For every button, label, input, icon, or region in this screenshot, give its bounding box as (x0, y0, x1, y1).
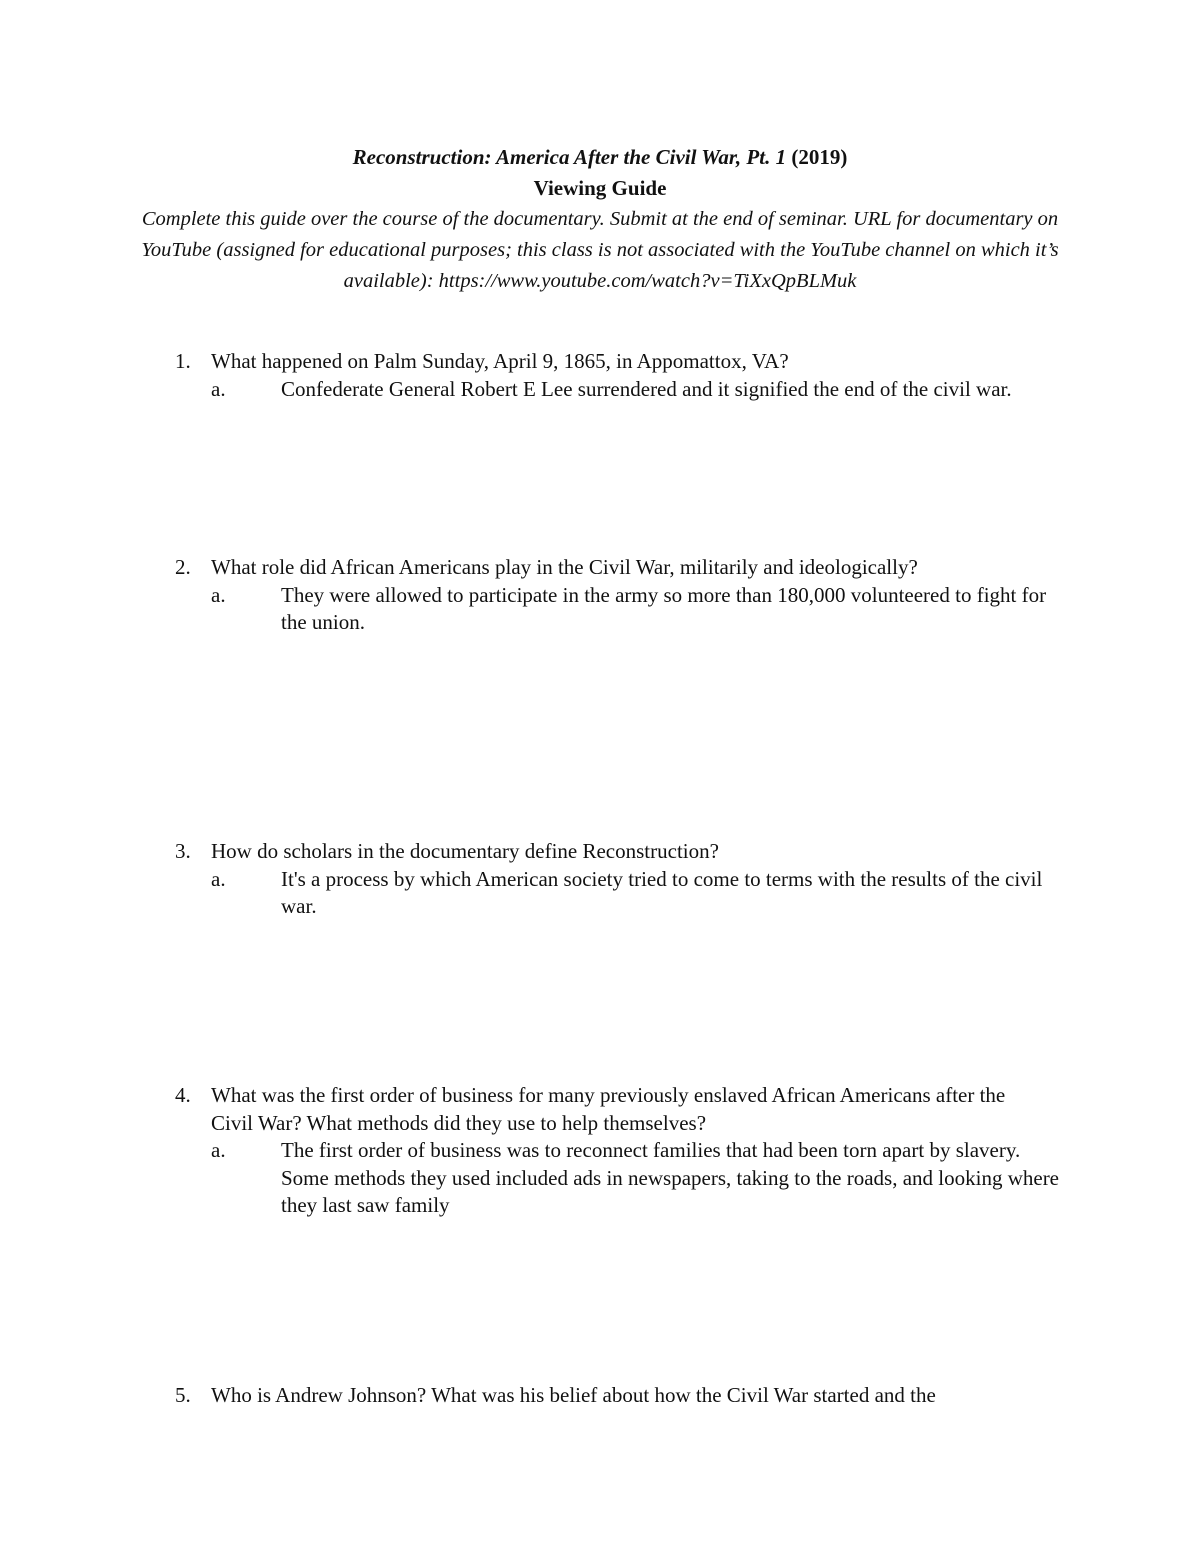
answer-item (175, 376, 1075, 404)
question-text: What happened on Palm Sunday, April 9, 1865, in Appomattox, VA? (211, 349, 789, 373)
question-number: 5. (175, 1383, 191, 1407)
question-5 (175, 1382, 1075, 1410)
question-number: 1. (175, 349, 191, 373)
question-4 (175, 1082, 1075, 1220)
question-number: 4. (175, 1083, 191, 1107)
document-title (130, 142, 1070, 173)
document-header (130, 142, 1070, 297)
answer-letter: a. (211, 376, 226, 401)
question-2 (175, 554, 1075, 637)
document-subtitle: Viewing Guide (533, 176, 667, 200)
question-number: 3. (175, 839, 191, 863)
question-1 (175, 348, 1075, 403)
answer-letter: a. (211, 1138, 226, 1162)
question-text: What role did African Americans play in the Civil War, militarily and ideologically? (211, 555, 918, 579)
question-text: How do scholars in the documentary define Reconstruction? (211, 839, 719, 863)
answer-text: The first order of business was to reconnect families that had been torn apart by slavery. Some methods they used included ads in newspapers, taking to the roads, and looking where they last saw family (281, 1138, 1060, 1217)
answer-item (175, 1137, 1075, 1220)
answer-letter: a. (211, 866, 226, 891)
answer-item (175, 582, 1075, 637)
answer-text: They were allowed to participate in the army so more than 180,000 volunteered to fight for the union. (281, 582, 1047, 634)
question-text: Who is Andrew Johnson? What was his belief about how the Civil War started and the (211, 1383, 936, 1407)
answer-item (175, 866, 1075, 921)
documentary-title: Reconstruction: America After the Civil War, Pt. 1 (352, 145, 787, 169)
question-number: 2. (175, 555, 191, 579)
question-3 (175, 838, 1075, 921)
answer-text: Confederate General Robert E Lee surrendered and it signified the end of the civil war. (281, 376, 1012, 401)
answer-text: It's a process by which American society tried to come to terms with the results of the civil war. (281, 866, 1043, 918)
instructions-text: Complete this guide over the course of the documentary. Submit at the end of seminar. URL for documentary on YouTube (assigned for educational purposes; this class is not associated with the YouTube channel on which it’s available): https://www.youtube.com/watch?v=TiXxQpBLMuk (141, 208, 1059, 292)
question-text: What was the first order of business for many previously enslaved African Americans after the Civil War? What methods did they use to help themselves? (211, 1083, 1006, 1135)
documentary-year: (2019) (786, 145, 848, 169)
answer-letter: a. (211, 582, 226, 607)
